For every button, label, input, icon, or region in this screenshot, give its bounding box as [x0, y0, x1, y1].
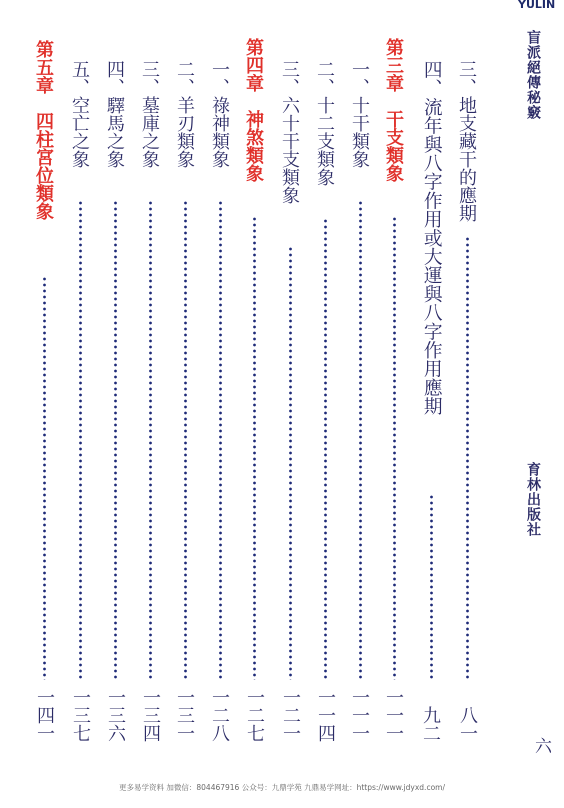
dot-leader — [149, 200, 152, 680]
dot-leader — [466, 236, 469, 680]
toc-entry-title: 三、地支藏干的應期 — [456, 60, 477, 222]
dot-leader — [184, 200, 187, 680]
toc-entry-page: 一二八 — [209, 688, 230, 742]
dot-leader — [43, 276, 46, 680]
dot-leader — [79, 200, 82, 680]
toc-entry-title: 二、十二支類象 — [314, 60, 335, 186]
publisher-name: 育林出版社 — [525, 462, 541, 537]
publisher-logo: YULIN — [518, 0, 556, 11]
chapter-heading: 第五章 四柱宮位類象 — [33, 40, 54, 220]
dot-leader — [219, 200, 222, 680]
dot-leader — [114, 200, 117, 680]
dot-leader — [430, 494, 433, 680]
dot-leader — [393, 216, 396, 680]
chapter-heading: 第四章 神煞類象 — [243, 38, 264, 182]
toc-entry-page: 一三一 — [174, 688, 195, 742]
dot-leader — [359, 200, 362, 680]
toc-entry-title: 四、驛馬之象 — [104, 60, 125, 168]
toc-entry-page: 九二 — [420, 706, 441, 742]
toc-entry-page: 一四一 — [34, 688, 55, 742]
dot-leader — [324, 218, 327, 680]
toc-entry-page: 一三七 — [70, 688, 91, 742]
toc-entry-title: 三、六十干支類象 — [279, 60, 300, 204]
toc-entry-title: 五、空亡之象 — [69, 60, 90, 168]
footer-watermark — [0, 782, 564, 793]
page-number: 六 — [535, 737, 552, 757]
toc-entry-page: 一一四 — [315, 688, 336, 742]
toc-entry-title: 二、羊刃類象 — [174, 60, 195, 168]
toc-entry-page: 一二七 — [244, 688, 265, 742]
toc-entry-page: 一三四 — [140, 688, 161, 742]
toc-entry-page: 一二一 — [280, 688, 301, 742]
footer-text: 更多易学资料 加微信：804467916 公众号：九鼎学苑 九鼎易学网址：https://www.jdyxd.com/ — [119, 783, 445, 792]
toc-entry-page: 一一一 — [383, 688, 404, 742]
toc-entry-page: 八一 — [457, 706, 478, 742]
chapter-heading: 第三章 干支類象 — [383, 38, 404, 182]
dot-leader — [289, 246, 292, 680]
toc-entry-title: 四、流年與八字作用或大運與八字作用應期 — [420, 60, 442, 416]
toc-entry-page: 一三六 — [105, 688, 126, 742]
toc-entry-title: 一、祿神類象 — [209, 60, 230, 168]
toc-entry-page: 一一一 — [349, 688, 370, 742]
book-title: 盲派絕傳秘竅 — [525, 30, 541, 120]
toc-entry-title: 三、墓庫之象 — [139, 60, 160, 168]
toc-entry-title: 一、十干類象 — [349, 60, 370, 168]
dot-leader — [253, 216, 256, 680]
